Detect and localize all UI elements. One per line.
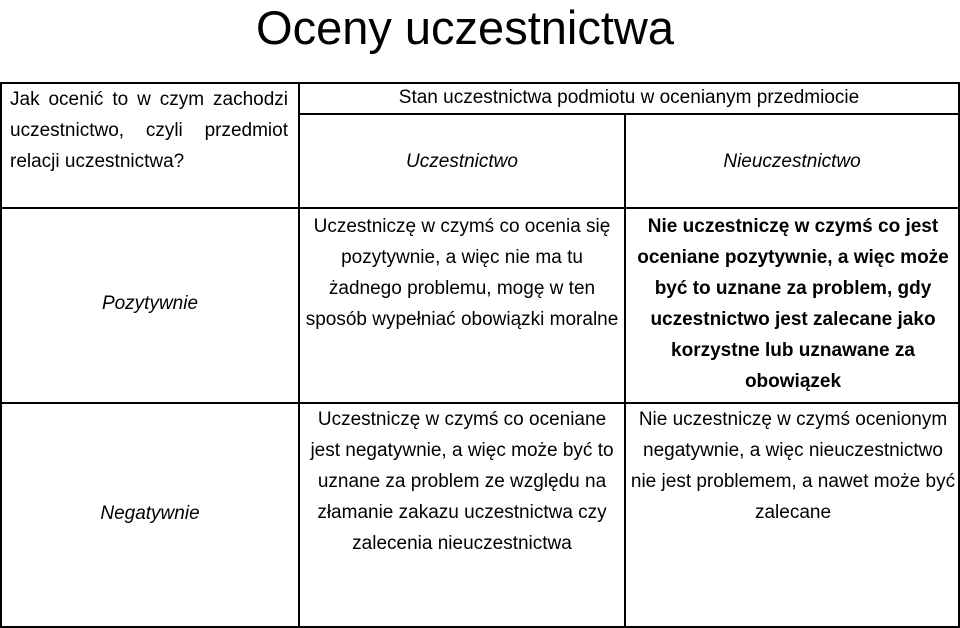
header-divider: [298, 113, 960, 115]
cell-pozytywnie-uczestnictwo: Uczestniczę w czymś co ocenia się pozytywnie, a więc nie ma tu żadnego problemu, mogę w ten sposób wypełniać obowiązki moralne: [305, 216, 619, 330]
cell-negatywnie-uczestnictwo: Uczestniczę w czymś co oceniane jest negatywnie, a więc może być to uznane za problem ze względu na złamanie zakazu uczestnictwa czy zalecenia nieuczestnictwa: [310, 409, 614, 554]
row-label-negatywnie: Negatywnie: [100, 503, 200, 524]
header-cell: Stan uczestnictwa podmiotu w ocenianym przedmiocie: [398, 87, 860, 108]
table-border-left: [0, 82, 2, 628]
slide-title: Oceny uczestnictwa: [256, 1, 674, 54]
row-label-pozytywnie: Pozytywnie: [101, 293, 199, 314]
question-cell: Jak ocenić to w czym zachodzi uczestnictwo, czyli przedmiot relacji uczestnictwa?: [10, 89, 288, 172]
table-divider-columns: [624, 114, 626, 628]
column-header-uczestnictwo: Uczestnictwo: [406, 151, 518, 172]
cell-negatywnie-nieuczestnictwo: Nie uczestniczę w czymś ocenionym negatywnie, a więc nieuczestnictwo nie jest problemem, a nawet może być zalecane: [630, 409, 956, 523]
head-row-divider: [0, 207, 960, 209]
column-header-nieuczestnictwo: Nieuczestnictwo: [723, 151, 861, 172]
cell-pozytywnie-nieuczestnictwo: Nie uczestniczę w czymś co jest oceniane pozytywnie, a więc może być to uznane za problem, gdy uczestnictwo jest zalecane jako korzystne lub uznawane za obowiązek: [637, 216, 949, 392]
